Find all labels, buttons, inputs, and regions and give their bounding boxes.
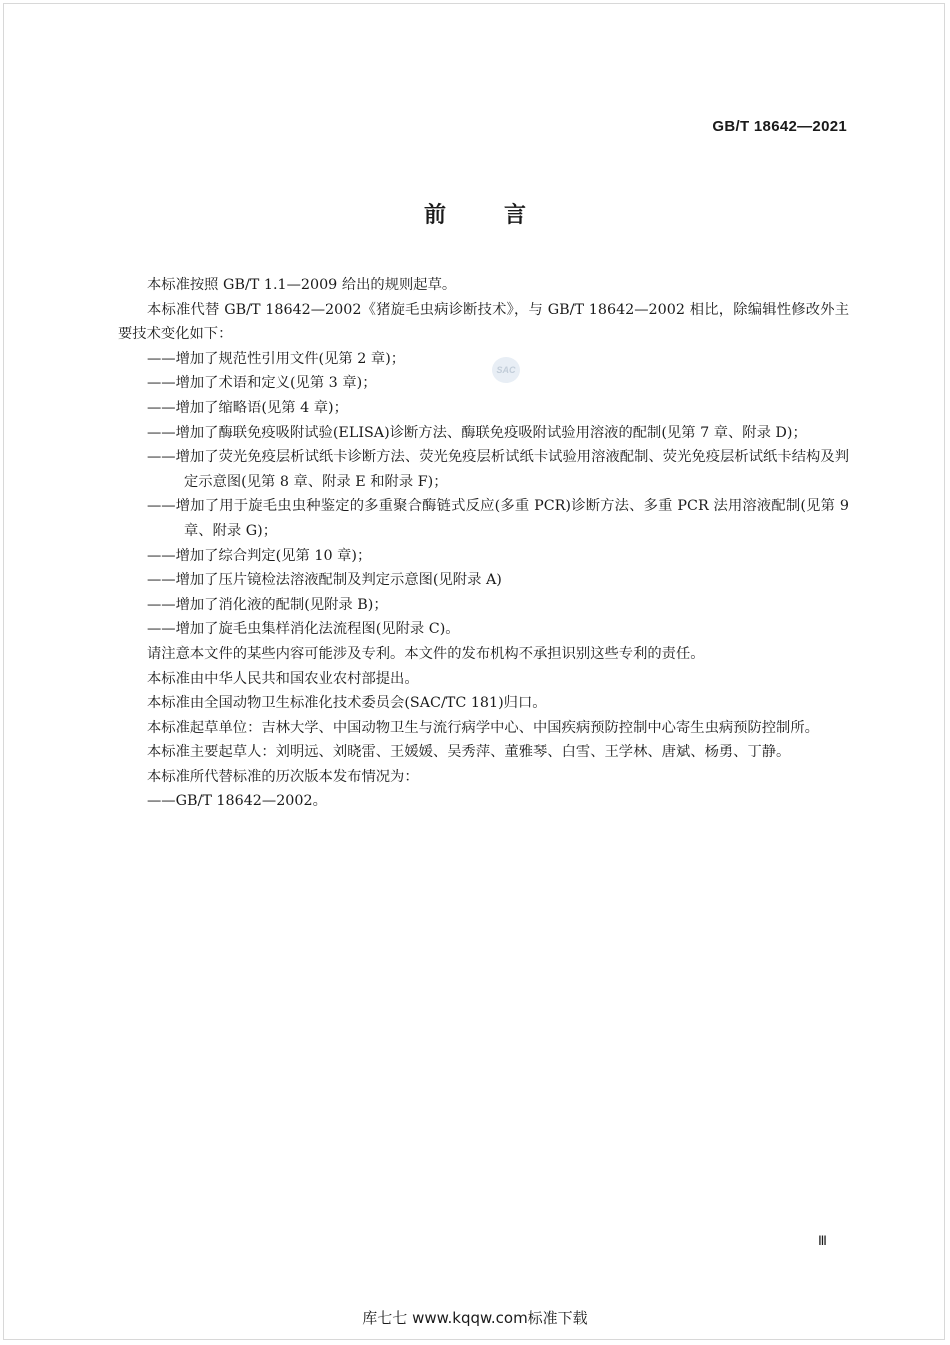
paragraph-replacement: 本标准代替 GB/T 18642—2002《猪旋毛虫病诊断技术》，与 GB/T 18642—2002 相比，除编辑性修改外主要技术变化如下： <box>118 301 849 343</box>
change-item: ——增加了规范性引用文件(见第 2 章)； <box>147 350 406 367</box>
change-item: ——增加了用于旋毛虫虫种鉴定的多重聚合酶链式反应(多重 PCR)诊断方法、多重 PCR 法用溶液配制(见第 9 章、附录 G)； <box>147 498 849 539</box>
change-item: ——增加了综合判定(见第 10 章)； <box>147 547 372 564</box>
standard-code: GB/T 18642—2021 <box>712 118 847 135</box>
change-item: ——增加了荧光免疫层析试纸卡诊断方法、荧光免疫层析试纸卡试验用溶液配制、荧光免疫层析试纸卡结构及判定示意图(见第 8 章、附录 E 和附录 F)； <box>147 449 849 490</box>
sac-watermark-icon: SAC <box>492 357 520 383</box>
change-item: ——增加了酶联免疫吸附试验(ELISA)诊断方法、酶联免疫吸附试验用溶液的配制(见第 7 章、附录 D)； <box>147 424 807 441</box>
paragraph-history-intro: 本标准所代替标准的历次版本发布情况为： <box>147 768 419 785</box>
change-item: ——增加了旋毛虫集样消化法流程图(见附录 C)。 <box>147 621 460 638</box>
preface-body <box>118 273 849 814</box>
change-item: ——增加了术语和定义(见第 3 章)； <box>147 375 377 392</box>
change-item: ——增加了消化液的配制(见附录 B)； <box>147 596 388 613</box>
paragraph-drafting-rule: 本标准按照 GB/T 1.1—2009 给出的规则起草。 <box>147 277 457 293</box>
history-item: ——GB/T 18642—2002。 <box>147 793 327 810</box>
page-number: Ⅲ <box>818 1233 827 1248</box>
page-title: 前言 <box>423 203 584 228</box>
change-item: ——增加了压片镜检法溶液配制及判定示意图(见附录 A) <box>147 572 502 589</box>
paragraph-centralized-by: 本标准由全国动物卫生标准化技术委员会(SAC/TC 181)归口。 <box>147 695 547 712</box>
paragraph-drafting-units: 本标准起草单位：吉林大学、中国动物卫生与流行病学中心、中国疾病预防控制中心寄生虫病预防控制所。 <box>147 719 819 736</box>
paragraph-drafters: 本标准主要起草人：刘明远、刘晓雷、王媛媛、吴秀萍、董雅琴、白雪、王学林、唐斌、杨勇、丁静。 <box>147 744 791 761</box>
paragraph-patent-notice: 请注意本文件的某些内容可能涉及专利。本文件的发布机构不承担识别这些专利的责任。 <box>147 645 705 662</box>
footer-source: 库七七 www.kqqw.com标准下载 <box>362 1309 588 1327</box>
paragraph-proposed-by: 本标准由中华人民共和国农业农村部提出。 <box>147 670 419 687</box>
change-item: ——增加了缩略语(见第 4 章)； <box>147 399 348 416</box>
